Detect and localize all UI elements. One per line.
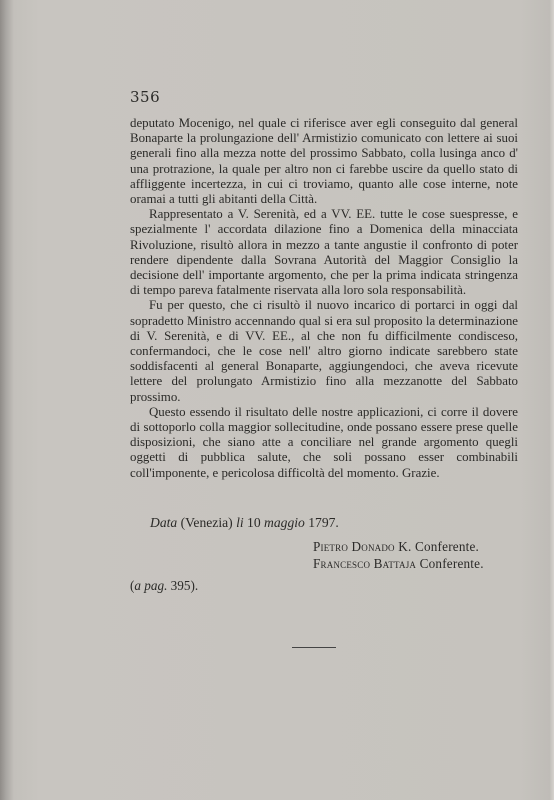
dateline-year: 1797. (308, 515, 339, 530)
page-edge (550, 0, 554, 800)
letter-body (130, 116, 518, 481)
dateline (150, 515, 339, 531)
signature-name: Pietro Donado K. (313, 539, 412, 554)
dateline-month: maggio (264, 515, 305, 530)
signature-1 (313, 539, 479, 555)
paragraph-2: Rappresentato a V. Serenità, ed a VV. EE. tutte le cose suespresse, e spezialmente l' accordata dilazione fino a Domenica della minacciata Rivoluzione, risultò allora in mezzo a tante angustie il confronto di poter rendere dipendente dalla Sovrana Autorità del Maggior Consiglio la decisione dell' importante argomento, che per la prima indicata stringenza di tempo pareva fatalmente riservata alla loro sola responsabilità. (130, 207, 518, 298)
dateline-prep: li (236, 515, 244, 530)
page-reference (130, 578, 198, 594)
dateline-day: 10 (247, 515, 261, 530)
reference-page: 395 (170, 578, 191, 593)
reference-close: ). (190, 578, 199, 593)
reference-open: ( (130, 578, 135, 593)
dateline-label: Data (150, 515, 178, 530)
paragraph-3: Fu per questo, che ci risultò il nuovo incarico di portarci in oggi dal sopradetto Ministro accennando qual si era sul proposito la determinazione di V. Serenità, e di VV. EE., al che non fu difficilmente condisceso, confermandoci, che le cose nell' altro giorno indicate sarebbero state soddisfacenti al general Bonaparte, aggiungendoci, che aveva ricevute lettere del prolungato Armistizio fino alla mezzanotte del Sabbato prossimo. (130, 298, 518, 404)
dateline-place: (Venezia) (180, 515, 233, 530)
page-number: 356 (130, 88, 161, 106)
paragraph-1: deputato Mocenigo, nel quale ci riferisce aver egli conseguito dal general Bonaparte la prolungazione dell' Armistizio comunicato con lettere ai suoi generali fino alla mezza notte del prossimo Sabbato, colla lusinga anco d' una protrazione, la quale per altro non ci farebbe uscire da quello stato di affliggente incertezza, in cui ci troviamo, quanto alle cose interne, note oramai a tutti gli abitanti della Città. (130, 116, 518, 207)
paragraph-4: Questo essendo il risultato delle nostre applicazioni, ci corre il dovere di sottoporlo colla maggior sollecitudine, onde possano essere prese quelle disposizioni, che siano atte a conciliare nel grande argomento quegli oggetti di pubblica salute, che soli possano esser combinabili coll'imponente, e pericolosa difficoltà del momento. Grazie. (130, 404, 518, 480)
reference-text: a pag. (134, 578, 168, 593)
signature-name: Francesco Battaja (313, 556, 417, 571)
signature-role: Conferente. (414, 539, 480, 554)
closing-rule (292, 647, 336, 648)
signature-2 (313, 556, 484, 572)
signature-role: Conferente. (419, 556, 484, 571)
